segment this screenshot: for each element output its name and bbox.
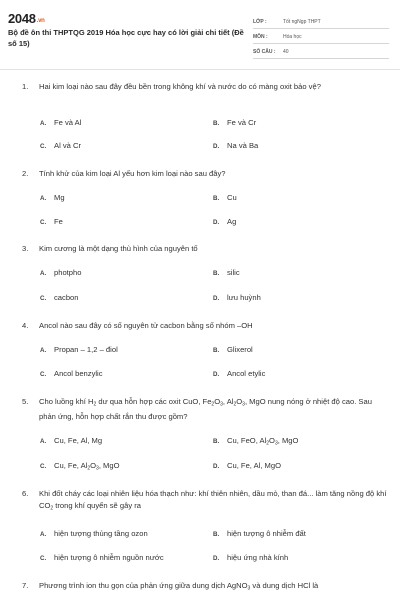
document-header xyxy=(0,0,400,68)
meta-lop-value: Tốt ngNgp THPT xyxy=(283,19,321,25)
q3-option-d[interactable]: D. lưu huỳnh xyxy=(213,293,261,302)
q1-option-a[interactable]: A. Fe và Al xyxy=(40,118,82,127)
q3-option-b[interactable]: B. silic xyxy=(213,268,240,277)
q6-option-d[interactable]: D. hiệu ứng nhà kính xyxy=(213,553,289,562)
q4-option-b[interactable]: B. Glixerol xyxy=(213,345,253,354)
q6-option-c[interactable]: C. hiện tượng ô nhiễm nguồn nước xyxy=(40,553,164,562)
q4-option-c[interactable]: C. Ancol benzylic xyxy=(40,369,103,378)
q3-option-a[interactable]: A. photpho xyxy=(40,268,82,277)
meta-mon-value: Hóa học xyxy=(283,34,302,40)
meta-so-cau xyxy=(253,45,389,59)
question-number: 5. xyxy=(22,397,29,406)
document-title: Bộ đề ôn thi THPTQG 2019 Hóa học cực hay có lời giải chi tiết (Đề số 15) xyxy=(8,28,244,48)
question-text: Cho luồng khí $H_2$ dư qua hỗn hợp các oxit CuO, $Fe_2O_3$, $Al_2O_3$, MgO nung nóng ở nhiệt độ cao. Sau phản ứng, hỗn hợp chất rắn thu được gồm? xyxy=(39,397,372,421)
question-text: Khi đốt cháy các loại nhiên liệu hóa thạch như: khí thiên nhiên, dầu mỏ, than đá... làm tăng nồng độ khí $CO_2$ trong khí quyển sẽ gây ra xyxy=(39,489,387,512)
question-4 xyxy=(22,320,388,332)
q2-option-c[interactable]: C. Fe xyxy=(40,217,63,226)
q4-option-a[interactable]: A. Propan – 1,2 – điol xyxy=(40,345,118,354)
question-3 xyxy=(22,243,388,255)
question-text: Kim cương là một dạng thù hình của nguyên tố xyxy=(39,244,198,253)
q6-option-a[interactable]: A. hiện tượng thủng tầng ozon xyxy=(40,529,148,538)
logo-suffix: .vn xyxy=(36,18,45,24)
question-7 xyxy=(22,580,388,595)
q5-option-c[interactable]: C. Cu, Fe, $Al_2O_3$, MgO xyxy=(40,461,120,472)
question-number: 2. xyxy=(22,169,29,178)
q6-option-b[interactable]: B. hiện tượng ô nhiễm đất xyxy=(213,529,306,538)
question-number: 3. xyxy=(22,244,29,253)
meta-so-cau-label: SỐ CÂU : xyxy=(253,49,276,55)
question-text: Phương trình ion thu gọn của phản ứng giữa dung dịch AgNO$_3$ và dung dịch HCl là xyxy=(39,581,319,592)
q1-option-d[interactable]: D. Na và Ba xyxy=(213,141,259,150)
q5-option-d[interactable]: D. Cu, Fe, Al, MgO xyxy=(213,461,282,470)
meta-lop xyxy=(253,15,389,29)
q1-option-c[interactable]: C. Al và Cr xyxy=(40,141,82,150)
header-divider xyxy=(0,69,400,70)
question-5 xyxy=(22,396,388,423)
q2-option-b[interactable]: B. Cu xyxy=(213,193,237,202)
question-6 xyxy=(22,488,388,515)
question-2 xyxy=(22,168,388,180)
q1-option-b[interactable]: B. Fe và Cr xyxy=(213,118,257,127)
question-number: 6. xyxy=(22,489,29,498)
question-text: Ancol nào sau đây có số nguyên tử cacbon bằng số nhóm –OH xyxy=(39,321,253,330)
question-number: 7. xyxy=(22,581,29,590)
q4-option-d[interactable]: D. Ancol etylic xyxy=(213,369,266,378)
q2-option-d[interactable]: D. Ag xyxy=(213,217,237,226)
question-text: Hai kim loại nào sau đây đều bền trong không khí và nước do có màng oxit bảo vệ? xyxy=(39,82,321,91)
meta-mon xyxy=(253,30,389,44)
question-number: 4. xyxy=(22,321,29,330)
question-number: 1. xyxy=(22,82,29,91)
q5-option-a[interactable]: A. Cu, Fe, Al, Mg xyxy=(40,436,103,445)
q5-option-b[interactable]: B. Cu, FeO, $Al_2O_3$, MgO xyxy=(213,436,299,447)
q3-option-c[interactable]: C. cacbon xyxy=(40,293,79,302)
meta-lop-label: LỚP : xyxy=(253,19,267,25)
meta-mon-label: MÔN : xyxy=(253,34,268,40)
site-logo[interactable]: 2048.vn xyxy=(8,11,45,26)
question-text: Tính khử của kim loại Al yếu hơn kim loại nào sau đây? xyxy=(39,169,226,178)
q2-option-a[interactable]: A. Mg xyxy=(40,193,65,202)
meta-so-cau-value: 40 xyxy=(283,49,289,55)
question-1 xyxy=(22,81,388,93)
